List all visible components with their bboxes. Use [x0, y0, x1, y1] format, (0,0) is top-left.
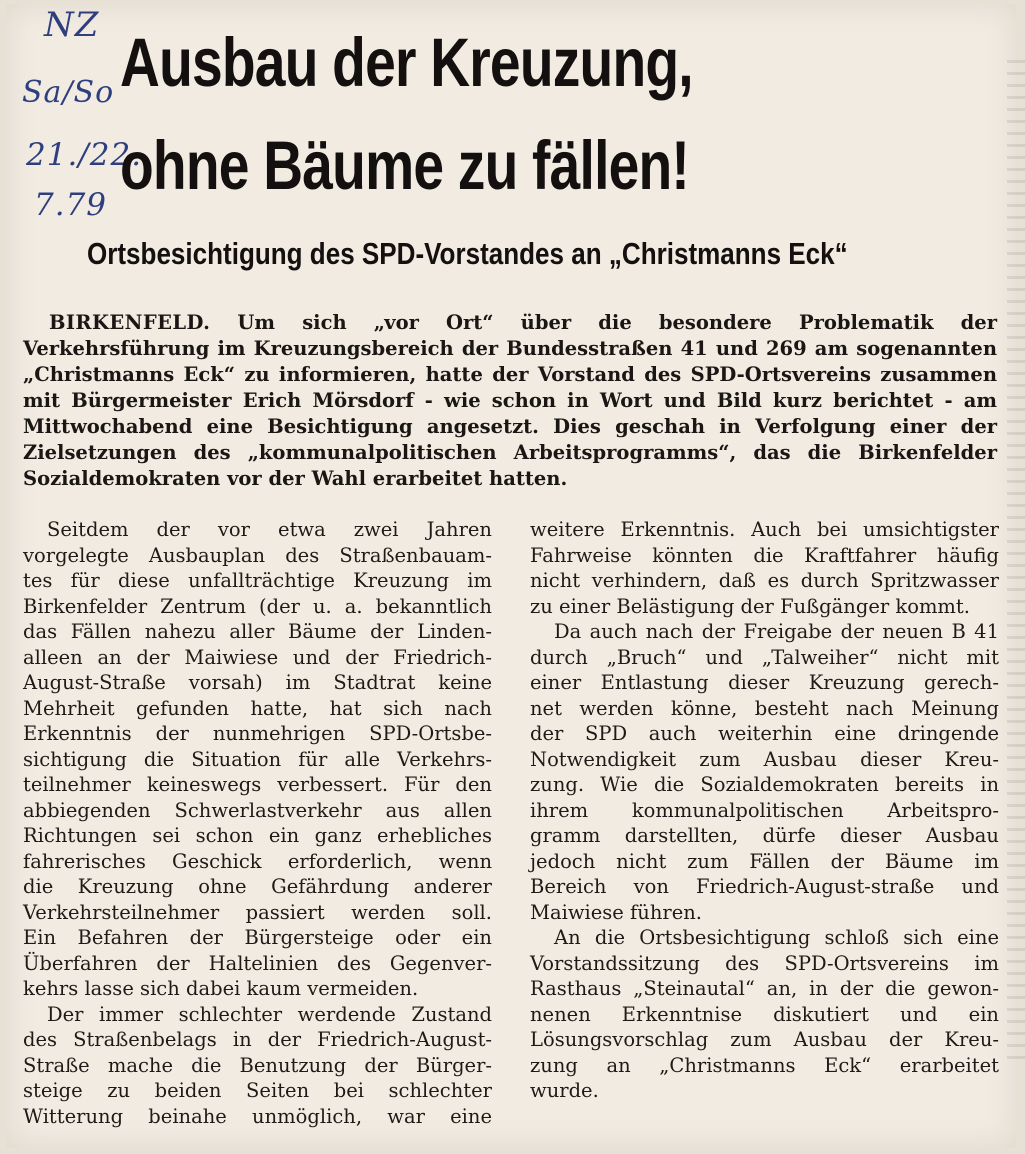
body-line: Maiwiese führen. — [530, 900, 702, 924]
body-line: der SPD auch weiterhin eine dringende — [530, 722, 999, 745]
body-line: Seitdem der vor etwa zwei Jahren — [47, 518, 492, 541]
body-line: weitere Erkenntnis. Auch bei umsichtigster — [530, 518, 999, 541]
body-line: Überfahren der Haltelinien des Gegenver- — [23, 951, 492, 975]
body-line: das Fällen nahezu aller Bäume der Linden- — [23, 620, 492, 643]
handwritten-source: NZ — [44, 5, 100, 45]
body-line: Witterung beinahe unmöglich, war eine — [23, 1104, 492, 1128]
body-line: sichtigung die Situation für alle Verkehrs- — [23, 747, 492, 771]
body-line: Bereich von Friedrich-August-straße und — [530, 875, 999, 898]
body-line: zu einer Belästigung der Fußgänger kommt. — [530, 594, 970, 618]
body-line: An die Ortsbesichtigung schloß sich eine — [554, 926, 999, 949]
body-line: teilnehmer keineswegs verbessert. Für den — [23, 773, 492, 796]
handwritten-date: 21./22. — [26, 137, 143, 173]
body-line: Ein Befahren der Bürgersteige oder ein — [23, 926, 492, 949]
handwritten-month-year: 7.79 — [34, 187, 108, 223]
body-line: Fahrweise könnten die Kraftfahrer häufig — [530, 543, 999, 567]
body-line: Lösungsvorschlag zum Ausbau der Kreu- — [530, 1028, 999, 1051]
body-line: Birkenfelder Zentrum (der u. a. bekanntlich — [23, 594, 492, 618]
body-line: abbiegenden Schwerlastverkehr aus allen — [23, 798, 492, 822]
body-line: steige zu beiden Seiten bei schlechter — [23, 1079, 492, 1102]
body-line: die Kreuzung ohne Gefährdung anderer — [23, 875, 492, 898]
article-column-left — [23, 517, 492, 1129]
dateline: BIRKENFELD. — [49, 311, 211, 334]
body-line: alleen an der Maiwiese und der Friedrich- — [23, 645, 492, 669]
article-column-right — [530, 517, 999, 1104]
body-line: wurde. — [530, 1079, 599, 1102]
body-line: Straße mache die Benutzung der Bürger- — [23, 1053, 492, 1077]
body-line: Notwendigkeit zum Ausbau dieser Kreu- — [530, 747, 999, 771]
body-line: kehrs lasse sich dabei kaum vermeiden. — [23, 977, 419, 1000]
body-line: tes für diese unfallträchtige Kreuzung im — [23, 569, 492, 592]
body-line: Vorstandssitzung des SPD-Ortsvereins im — [530, 951, 999, 975]
body-line: zung an „Christmanns Eck“ erarbeitet — [530, 1053, 999, 1077]
body-line: einer Entlastung dieser Kreuzung gerech- — [530, 671, 999, 694]
body-line: vorgelegte Ausbauplan des Straßenbauam- — [23, 543, 492, 567]
body-line: nenen Erkenntnise diskutiert und ein — [530, 1002, 999, 1026]
adjacent-page-bleed — [1007, 60, 1025, 1060]
lede-paragraph — [23, 310, 997, 492]
body-line: Da auch nach der Freigabe der neuen B 41 — [554, 620, 999, 643]
body-line: des Straßenbelags in der Friedrich-August- — [23, 1028, 492, 1051]
body-line: ihrem kommunalpolitischen Arbeitspro- — [530, 798, 999, 822]
body-line: fahrerisches Geschick erforderlich, wenn — [23, 849, 492, 873]
body-line: Der immer schlechter werdende Zustand — [47, 1002, 492, 1026]
body-line: Richtungen sei schon ein ganz erhebliches — [23, 824, 492, 847]
body-line: Rasthaus „Steinautal“ an, in der die gewon- — [530, 977, 999, 1000]
body-line: jedoch nicht zum Fällen der Bäume im — [530, 849, 999, 873]
headline-line-2: ohne Bäume zu fällen! — [120, 127, 689, 204]
lede-text: Um sich „vor Ort“ über die besondere Problematik der Verkehrsführung im Kreuzungsbereich der Bundesstraßen 41 und 269 am sogenannten „Christmanns Eck“ zu informieren, hatte der Vorstand des SPD-Ortsvereins zusammen mit Bürgermeister Erich Mörsdorf - wie schon in Wort und Bild kurz berichtet - am Mittwochabend eine Besichtigung angesetzt. Dies geschah in Verfolgung einer der Zielsetzungen des „kommunalpolitischen Arbeitsprogramms“, das die Birkenfelder Sozialdemokraten vor der Wahl erarbeitet hatten. — [23, 311, 997, 490]
headline-line-1: Ausbau der Kreuzung, — [120, 24, 693, 101]
body-line: nicht verhindern, daß es durch Spritzwasser — [530, 569, 999, 592]
body-line: August-Straße vorsah) im Stadtrat keine — [23, 671, 492, 694]
body-line: zung. Wie die Sozialdemokraten bereits in — [530, 773, 999, 796]
body-line: Erkenntnis der nunmehrigen SPD-Ortsbe- — [23, 722, 492, 745]
body-line: durch „Bruch“ und „Talweiher“ nicht mit — [530, 645, 999, 669]
body-line: Verkehrsteilnehmer passiert werden soll. — [23, 900, 492, 924]
body-line: gramm darstellten, dürfe dieser Ausbau — [530, 824, 999, 847]
handwritten-days: Sa/So — [22, 75, 115, 110]
body-line: net werden könne, besteht nach Meinung — [530, 696, 999, 720]
body-line: Mehrheit gefunden hatte, hat sich nach — [23, 696, 492, 720]
subheadline: Ortsbesichtigung des SPD-Vorstandes an „Christmanns Eck“ — [87, 236, 848, 271]
